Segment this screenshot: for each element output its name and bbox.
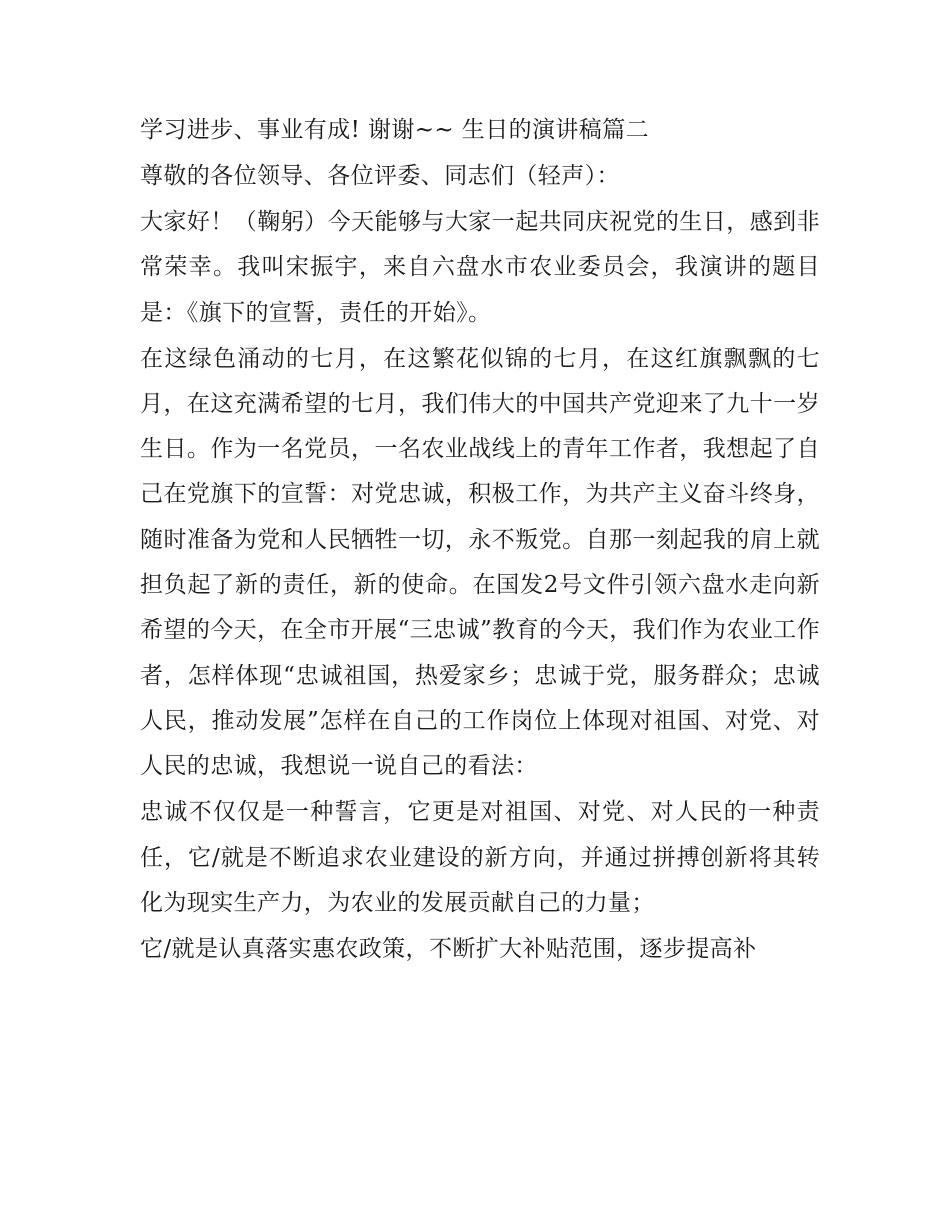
paragraph-6: 它/就是认真落实惠农政策，不断扩大补贴范围，逐步提高补 [140, 935, 757, 962]
paragraph-3: 大家好！（鞠躬）今天能够与大家一起共同庆祝党的生日，感到非常荣幸。我叫宋振宇，来自六盘水市农业委员会，我演讲的题目是：《旗下的宣誓，责任的开始》。 [140, 208, 820, 326]
paragraph-2: 尊敬的各位领导、各位评委、同志们（轻声）： [140, 162, 620, 189]
paragraph-5: 忠诚不仅仅是一种誓言，它更是对祖国、对党、对人民的一种责任，它/就是不断追求农业建设的新方向，并通过拼搏创新将其转化为现实生产力，为农业的发展贡献自己的力量； [140, 799, 820, 916]
document-body [140, 108, 820, 972]
paragraph-1: 学习进步、事业有成! 谢谢~~ 生日的演讲稿篇二 [140, 117, 650, 143]
paragraph-4: 在这绿色涌动的七月，在这繁花似锦的七月，在这红旗飘飘的七月，在这充满希望的七月，我们伟大的中国共产党迎来了九十一岁生日。作为一名党员，一名农业战线上的青年工作者，我想起了自己在党旗下的宣誓：对党忠诚，积极工作，为共产主义奋斗终身，随时准备为党和人民牺牲一切，永不叛党。自那一刻起我的肩上就担负起了新的责任，新的使命。在国发2号文件引领六盘水走向新希望的今天，在全市开展“三忠诚”教育的今天，我们作为农业工作者，怎样体现“忠诚祖国，热爱家乡；忠诚于党，服务群众；忠诚人民，推动发展”怎样在自己的工作岗位上体现对祖国、对党、对人民的忠诚，我想说一说自己的看法： [140, 345, 820, 780]
